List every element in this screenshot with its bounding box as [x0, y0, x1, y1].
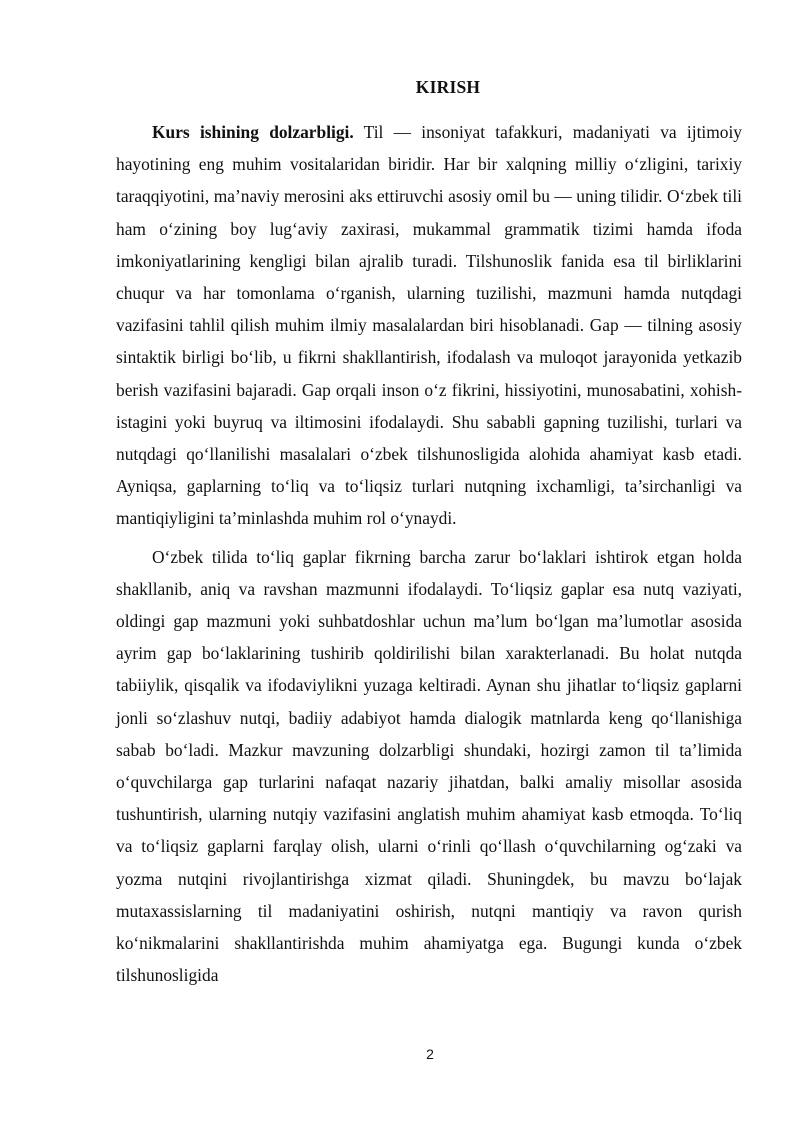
document-body: [116, 116, 742, 991]
paragraph-relevance-text: Til — insoniyat tafakkuri, madaniyati va ijtimoiy hayotining eng muhim vositalaridan biridir. Har bir xalqning milliy o‘zligini, tarixiy taraqqiyotini, ma’naviy merosini aks ettiruvchi asosiy omil bu — uning tilidir. O‘zbek tili ham o‘zining boy lug‘aviy zaxirasi, mukammal grammatik tizimi hamda ifoda imkoniyatlarining kengligi bilan ajralib turadi. Tilshunoslik fanida esa til birliklarini chuqur va har tomonlama o‘rganish, ularning tuzilishi, mazmuni hamda nutqdagi vazifasini tahlil qilish muhim ilmiy masalalardan biri hisoblanadi. Gap — tilning asosiy sintaktik birligi bo‘lib, u fikrni shakllantirish, ifodalash va muloqot jarayonida yetkazib berish vazifasini bajaradi. Gap orqali inson o‘z fikrini, hissiyotini, munosabatini, xohish-istagini yoki buyruq va iltimosini ifodalaydi. Shu sababli gapning tuzilishi, turlari va nutqdagi qo‘llanilishi masalalari o‘zbek tilshunosligida alohida ahamiyat kasb etadi. Ayniqsa, gaplarning to‘liq va to‘liqsiz turlari nutqning ixchamligi, ta’sirchanligi va mantiqiyligini ta’minlashda muhim rol o‘ynaydi.: [116, 122, 742, 529]
paragraph-relevance: [116, 116, 742, 535]
page-number: 2: [426, 1046, 434, 1062]
paragraph-complete-incomplete-sentences: O‘zbek tilida to‘liq gaplar fikrning barcha zarur bo‘laklari ishtirok etgan holda shakllanib, aniq va ravshan mazmunni ifodalaydi. To‘liqsiz gaplar esa nutq vaziyati, oldingi gap mazmuni yoki suhbatdoshlar uchun ma’lum bo‘lgan ma’lumotlar asosida ayrim gap bo‘laklarining tushirib qoldirilishi bilan xarakterlanadi. Bu holat nutqda tabiiylik, qisqalik va ifodaviylikni yuzaga keltiradi. Aynan shu jihatlar to‘liqsiz gaplarni jonli so‘zlashuv nutqi, badiiy adabiyot hamda dialogik matnlarda keng qo‘llanishiga sabab bo‘ladi. Mazkur mavzuning dolzarbligi shundaki, hozirgi zamon til ta’limida o‘quvchilarga gap turlarini nafaqat nazariy jihatdan, balki amaliy misollar asosida tushuntirish, ularning nutqiy vazifasini anglatish muhim ahamiyat kasb etmoqda. To‘liq va to‘liqsiz gaplarni farqlay olish, ularni o‘rinli qo‘llash o‘quvchilarning og‘zaki va yozma nutqini rivojlantirishga xizmat qiladi. Shuningdek, bu mavzu bo‘lajak mutaxassislarning til madaniyatini oshirish, nutqni mantiqiy va ravon qurish ko‘nikmalarini shakllantirishda muhim ahamiyatga ega. Bugungi kunda o‘zbek tilshunosligida: [116, 546, 742, 986]
paragraph-lead-heading: Kurs ishining dolzarbligi.: [152, 122, 354, 142]
section-title: KIRISH: [415, 77, 481, 97]
